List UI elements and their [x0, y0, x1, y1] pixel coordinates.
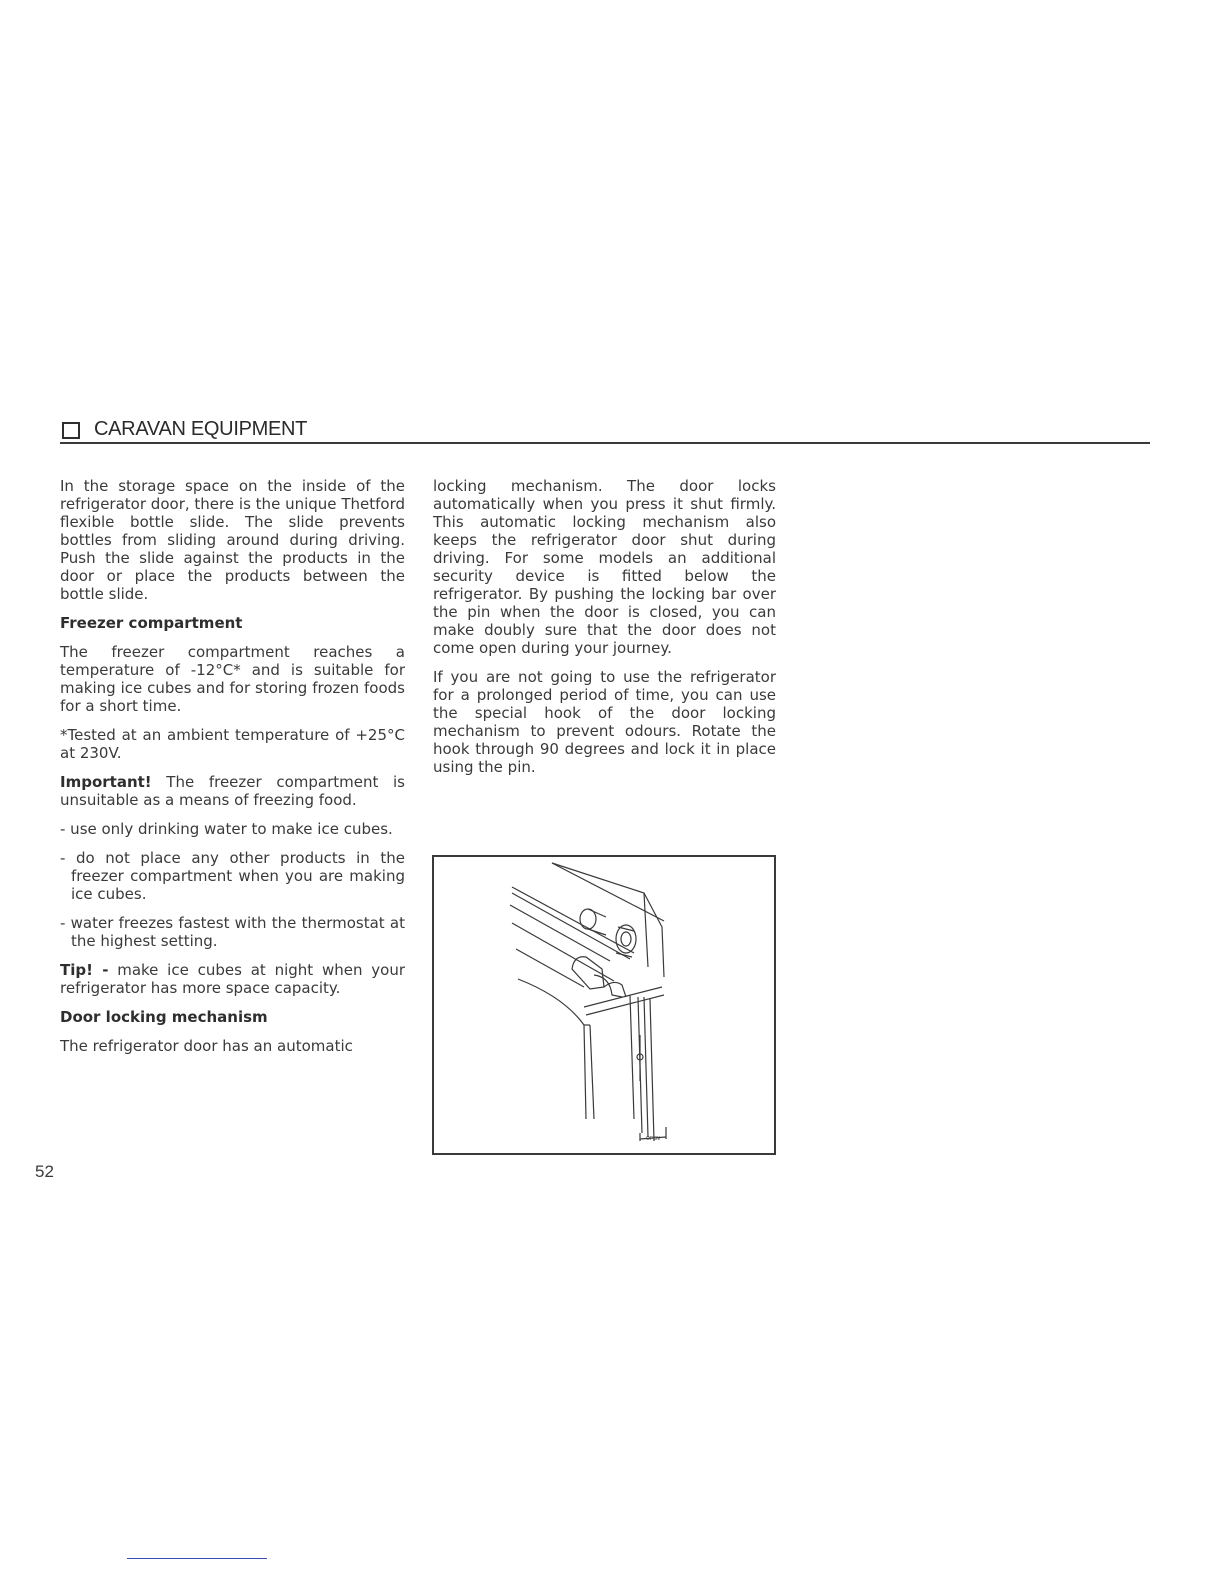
page-number: 52	[35, 1162, 54, 1181]
section-header	[60, 418, 1150, 444]
locking-mechanism-paragraph: locking mechanism. The door locks automatically when you press it shut firmly. This automatic locking mechanism also keeps the refrigerator door shut during driving. For some models an additional security device is fitted below the refrigerator. By pushing the locking bar over the pin when the door is closed, you can make doubly sure that the door does not come open during your journey.	[433, 477, 776, 657]
section-title: CARAVAN EQUIPMENT	[94, 418, 308, 440]
tip-text: make ice cubes at night when your refrigerator has more space capacity.	[60, 961, 405, 997]
bottle-slide-paragraph: In the storage space on the inside of the refrigerator door, there is the unique Thetford flexible bottle slide. The slide prevents bottles from sliding around during driving. Push the slide against the products in the door or place the products between the bottle slide.	[60, 477, 405, 603]
odours-hook-paragraph: If you are not going to use the refrigerator for a prolonged period of time, you can use the special hook of the door locking mechanism to prevent odours. Rotate the hook through 90 degrees and lock it in place using the pin.	[433, 668, 776, 776]
door-lock-drawing	[434, 857, 774, 1153]
important-text: The freezer compartment is unsuitable as a means of freezing food.	[60, 773, 405, 809]
bullet-item: - water freezes fastest with the thermostat at the highest setting.	[60, 914, 405, 950]
important-paragraph	[60, 773, 405, 809]
bullet-item: - do not place any other products in the freezer compartment when you are making ice cubes.	[60, 849, 405, 903]
door-locking-heading: Door locking mechanism	[60, 1008, 268, 1026]
important-label: Important!	[60, 773, 152, 791]
left-column	[60, 477, 405, 1066]
bottom-rule	[127, 1558, 267, 1559]
door-locking-paragraph: The refrigerator door has an automatic	[60, 1037, 353, 1055]
right-column	[433, 477, 776, 787]
tip-paragraph	[60, 961, 405, 997]
bullet-item: - use only drinking water to make ice cubes.	[60, 820, 393, 838]
header-checkbox-icon	[62, 422, 80, 439]
freezer-paragraph: The freezer compartment reaches a temperature of -12°C* and is suitable for making ice cubes and for storing frozen foods for a short time.	[60, 643, 405, 715]
tested-note: *Tested at an ambient temperature of +25°C at 230V.	[60, 726, 405, 762]
freezer-heading: Freezer compartment	[60, 614, 243, 632]
open-label: OPEN	[646, 1136, 660, 1142]
tip-label: Tip! -	[60, 961, 109, 979]
door-lock-illustration	[432, 855, 776, 1155]
